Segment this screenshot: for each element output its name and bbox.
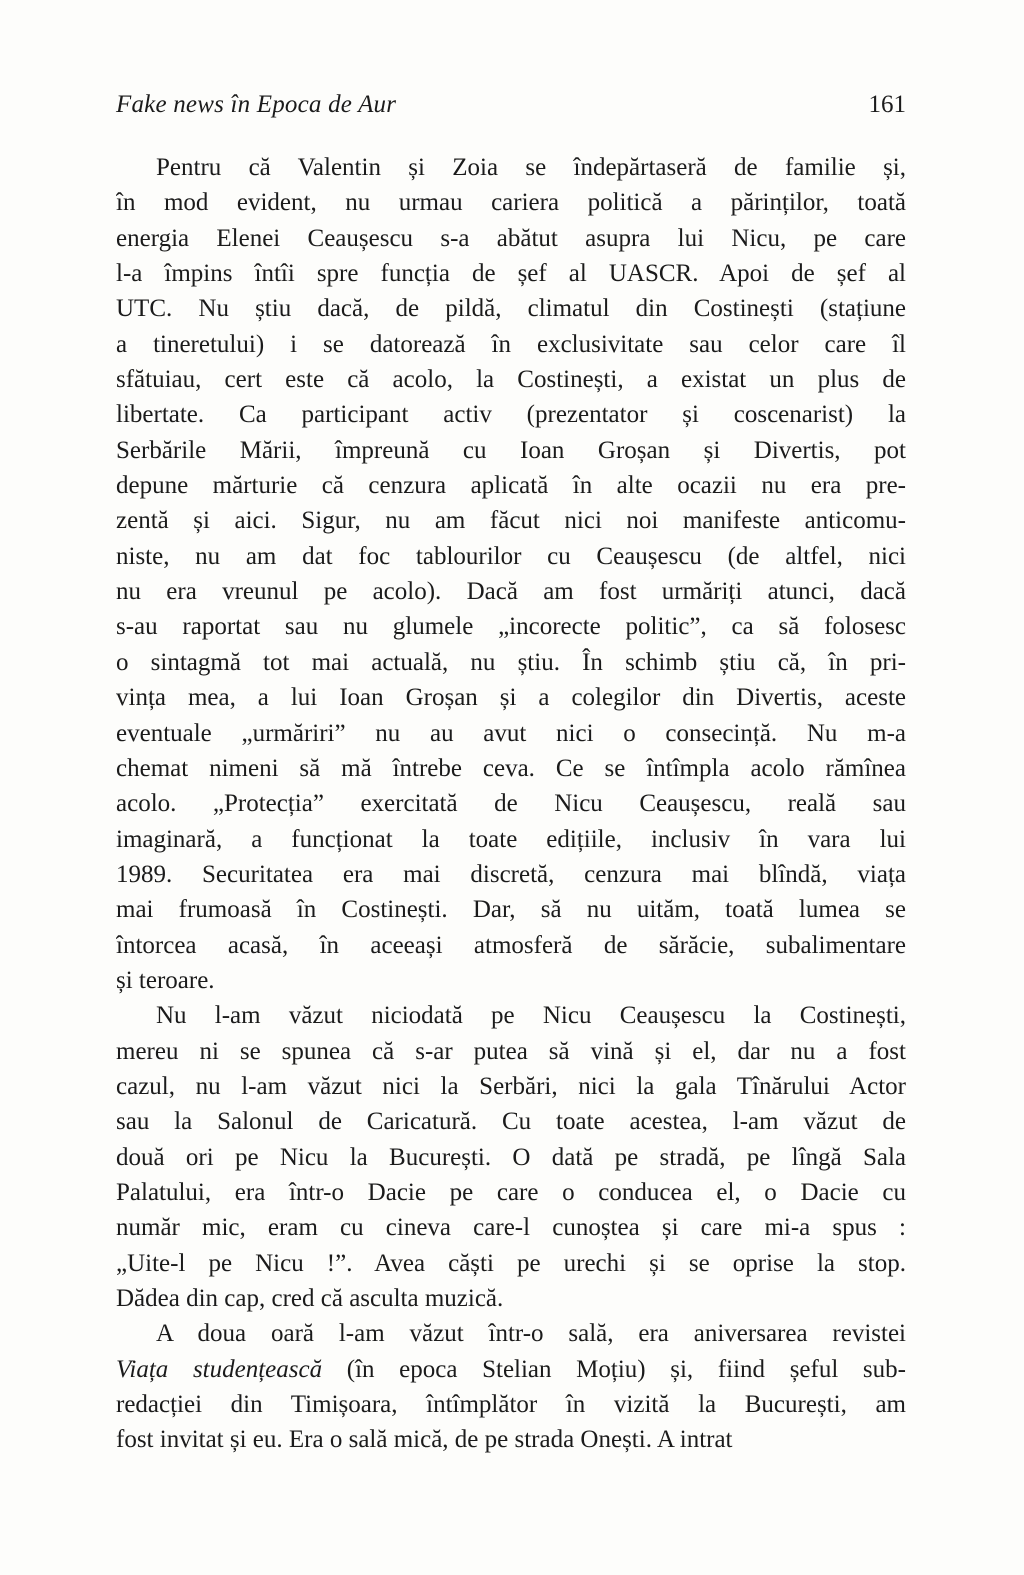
text-line bbox=[116, 1387, 906, 1422]
text-line bbox=[116, 291, 906, 326]
text-line bbox=[116, 221, 906, 256]
text-segment: în mod evident, nu urmau cariera politică a părinților, toată bbox=[116, 189, 906, 217]
text-line bbox=[116, 433, 906, 468]
paragraph bbox=[116, 1316, 906, 1457]
text-line bbox=[116, 1104, 906, 1139]
text-line bbox=[116, 892, 906, 927]
text-line bbox=[116, 1422, 906, 1457]
text-segment: l-a împins întîi spre funcția de șef al UASCR. Apoi de șef al bbox=[116, 260, 906, 288]
text-segment: libertate. Ca participant activ (prezentator și coscenarist) la bbox=[116, 401, 906, 429]
text-segment: eventuale „urmăriri” nu au avut nici o consecință. Nu m-a bbox=[116, 719, 906, 747]
text-segment: număr mic, eram cu cineva care-l cunoștea și care mi-a spus : bbox=[116, 1214, 906, 1242]
text-line bbox=[116, 150, 906, 185]
text-block bbox=[116, 150, 906, 1458]
text-line bbox=[116, 397, 906, 432]
text-segment: cazul, nu l-am văzut nici la Serbări, nici la gala Tînărului Actor bbox=[116, 1072, 906, 1100]
text-line bbox=[116, 786, 906, 821]
text-segment: Pentru că Valentin și Zoia se îndepărtaseră de familie și, bbox=[156, 154, 906, 181]
text-segment: sau la Salonul de Caricatură. Cu toate acestea, l-am văzut de bbox=[116, 1108, 906, 1136]
text-segment: o sintagmă tot mai actuală, nu știu. În schimb știu că, în pri- bbox=[116, 648, 906, 676]
italic-text: Viața studențească bbox=[116, 1355, 323, 1383]
text-segment: „Uite-l pe Nicu !”. Avea căști pe urechi și se oprise la stop. bbox=[116, 1249, 906, 1277]
text-segment: două ori pe Nicu la București. O dată pe stradă, pe lîngă Sala bbox=[116, 1143, 906, 1171]
text-segment: vința mea, a lui Ioan Groșan și a colegilor din Divertis, aceste bbox=[116, 684, 906, 712]
text-line bbox=[116, 998, 906, 1033]
text-segment: A doua oară l-am văzut într-o sală, era aniversarea revistei bbox=[156, 1320, 906, 1348]
text-segment: 1989. Securitatea era mai discretă, cenzura mai blîndă, viața bbox=[116, 860, 906, 888]
text-segment: (în epoca Stelian Moțiu) și, fiind șeful sub- bbox=[322, 1355, 906, 1383]
text-line bbox=[116, 680, 906, 715]
text-segment: nu era vreunul pe acolo). Dacă am fost urmăriți atunci, dacă bbox=[116, 578, 906, 606]
text-segment: mai frumoasă în Costinești. Dar, să nu uităm, toată lumea se bbox=[116, 896, 906, 924]
text-segment: și teroare. bbox=[116, 966, 215, 994]
text-line bbox=[116, 716, 906, 751]
text-line bbox=[116, 327, 906, 362]
text-segment: redacției din Timișoara, întîmplător în vizită la București, am bbox=[116, 1391, 906, 1419]
text-segment: imaginară, a funcționat la toate edițiile, inclusiv în vara lui bbox=[116, 825, 906, 853]
text-line bbox=[116, 645, 906, 680]
running-header bbox=[116, 90, 906, 120]
text-segment: niste, nu am dat foc tablourilor cu Ceaușescu (de altfel, nici bbox=[116, 542, 906, 570]
text-line bbox=[116, 1316, 906, 1351]
text-segment: Dădea din cap, cred că asculta muzică. bbox=[116, 1285, 504, 1312]
text-line bbox=[116, 928, 906, 963]
text-segment: Serbările Mării, împreună cu Ioan Groșan și Divertis, pot bbox=[116, 436, 906, 464]
text-segment: Palatului, era într-o Dacie pe care o conducea el, o Dacie cu bbox=[116, 1178, 906, 1206]
text-line bbox=[116, 503, 906, 538]
text-line bbox=[116, 362, 906, 397]
text-segment: zentă și aici. Sigur, nu am făcut nici noi manifeste anticomu- bbox=[116, 507, 906, 535]
text-segment: întorcea acasă, în aceeași atmosferă de sărăcie, subalimentare bbox=[116, 931, 906, 959]
page-number: 161 bbox=[868, 91, 906, 118]
text-line bbox=[116, 963, 906, 998]
paragraph bbox=[116, 150, 906, 998]
text-line bbox=[116, 185, 906, 220]
text-segment: depune mărturie că cenzura aplicată în alte ocazii nu era pre- bbox=[116, 472, 906, 500]
text-segment: a tineretului) i se datorează în exclusivitate sau celor care îl bbox=[116, 330, 906, 358]
text-segment: Nu l-am văzut niciodată pe Nicu Ceaușescu la Costinești, bbox=[156, 1002, 906, 1030]
text-line bbox=[116, 539, 906, 574]
text-line bbox=[116, 468, 906, 503]
text-line bbox=[116, 1034, 906, 1069]
text-segment: energia Elenei Ceaușescu s-a abătut asupra lui Nicu, pe care bbox=[116, 224, 906, 252]
text-line bbox=[116, 857, 906, 892]
text-line bbox=[116, 256, 906, 291]
text-line bbox=[116, 609, 906, 644]
text-line bbox=[116, 1175, 906, 1210]
text-segment: acolo. „Protecția” exercitată de Nicu Ceaușescu, reală sau bbox=[116, 790, 906, 818]
running-title: Fake news în Epoca de Aur bbox=[116, 91, 397, 118]
paragraph bbox=[116, 998, 906, 1316]
text-line bbox=[116, 1210, 906, 1245]
text-line bbox=[116, 751, 906, 786]
text-line bbox=[116, 574, 906, 609]
text-line bbox=[116, 1140, 906, 1175]
text-line bbox=[116, 1246, 906, 1281]
text-segment: s-au raportat sau nu glumele „incorecte politic”, ca să folosesc bbox=[116, 613, 906, 641]
text-line bbox=[116, 1352, 906, 1387]
text-segment: sfătuiau, cert este că acolo, la Costinești, a existat un plus de bbox=[116, 366, 906, 394]
text-segment: chemat nimeni să mă întrebe ceva. Ce se întîmpla acolo rămînea bbox=[116, 754, 906, 782]
text-segment: mereu ni se spunea că s-ar putea să vină și el, dar nu a fost bbox=[116, 1037, 906, 1065]
text-line bbox=[116, 1069, 906, 1104]
text-line bbox=[116, 822, 906, 857]
text-line bbox=[116, 1281, 906, 1316]
text-segment: UTC. Nu știu dacă, de pildă, climatul din Costinești (stațiune bbox=[116, 295, 906, 323]
text-segment: fost invitat și eu. Era o sală mică, de pe strada Onești. A intrat bbox=[116, 1426, 733, 1454]
